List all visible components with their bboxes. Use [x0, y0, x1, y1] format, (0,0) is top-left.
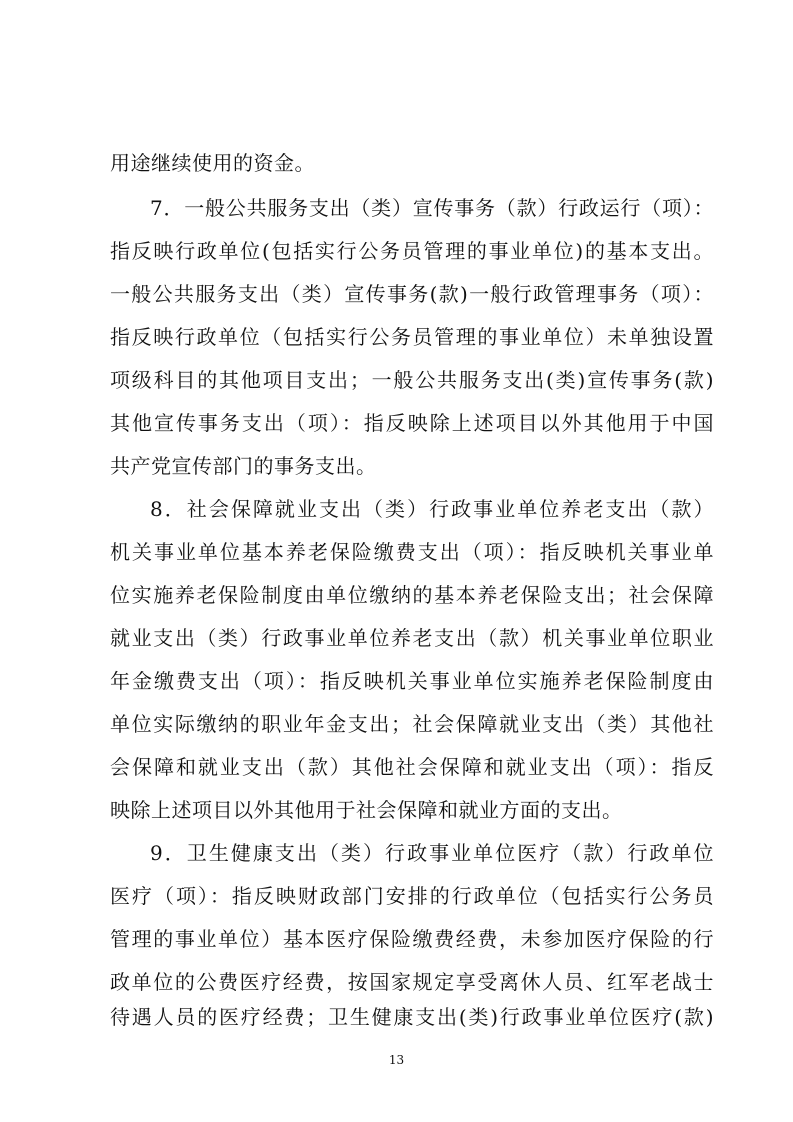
body-line-7: 其他宣传事务支出（项）：指反映除上述项目以外其他用于中国	[110, 411, 714, 435]
body-line-17: 9．卫生健康支出（类）行政事业单位医疗（款）行政单位	[150, 841, 714, 865]
body-line-4: 一般公共服务支出（类）宣传事务(款)一般行政管理事务（项）：	[110, 282, 714, 306]
body-line-16: 映除上述项目以外其他用于社会保障和就业方面的支出。	[110, 798, 623, 822]
body-line-19: 管理的事业单位）基本医疗保险缴费经费，未参加医疗保险的行	[110, 927, 714, 951]
body-line-6: 项级科目的其他项目支出；一般公共服务支出(类)宣传事务(款)	[110, 368, 714, 392]
page-number: 13	[388, 1053, 405, 1067]
body-line-9: 8．社会保障就业支出（类）行政事业单位养老支出（款）	[150, 497, 714, 521]
body-line-14: 单位实际缴纳的职业年金支出；社会保障就业支出（类）其他社	[110, 712, 714, 736]
body-line-21: 待遇人员的医疗经费；卫生健康支出(类)行政事业单位医疗(款)	[110, 1005, 714, 1029]
body-line-2: 7．一般公共服务支出（类）宣传事务（款）行政运行（项）：	[150, 196, 714, 220]
body-line-13: 年金缴费支出（项）：指反映机关事业单位实施养老保险制度由	[110, 669, 714, 693]
body-line-12: 就业支出（类）行政事业单位养老支出（款）机关事业单位职业	[110, 626, 714, 650]
body-line-3: 指反映行政单位(包括实行公务员管理的事业单位)的基本支出。	[110, 239, 714, 263]
body-line-11: 位实施养老保险制度由单位缴纳的基本养老保险支出；社会保障	[110, 583, 714, 607]
body-line-1: 用途继续使用的资金。	[110, 151, 315, 175]
body-line-5: 指反映行政单位（包括实行公务员管理的事业单位）未单独设置	[110, 325, 714, 349]
body-line-8: 共产党宣传部门的事务支出。	[110, 454, 377, 478]
body-line-20: 政单位的公费医疗经费，按国家规定享受离休人员、红军老战士	[110, 970, 714, 994]
body-line-18: 医疗（项）：指反映财政部门安排的行政单位（包括实行公务员	[110, 884, 714, 908]
body-line-15: 会保障和就业支出（款）其他社会保障和就业支出（项）：指反	[110, 755, 714, 779]
body-line-10: 机关事业单位基本养老保险缴费支出（项）：指反映机关事业单	[110, 540, 714, 564]
